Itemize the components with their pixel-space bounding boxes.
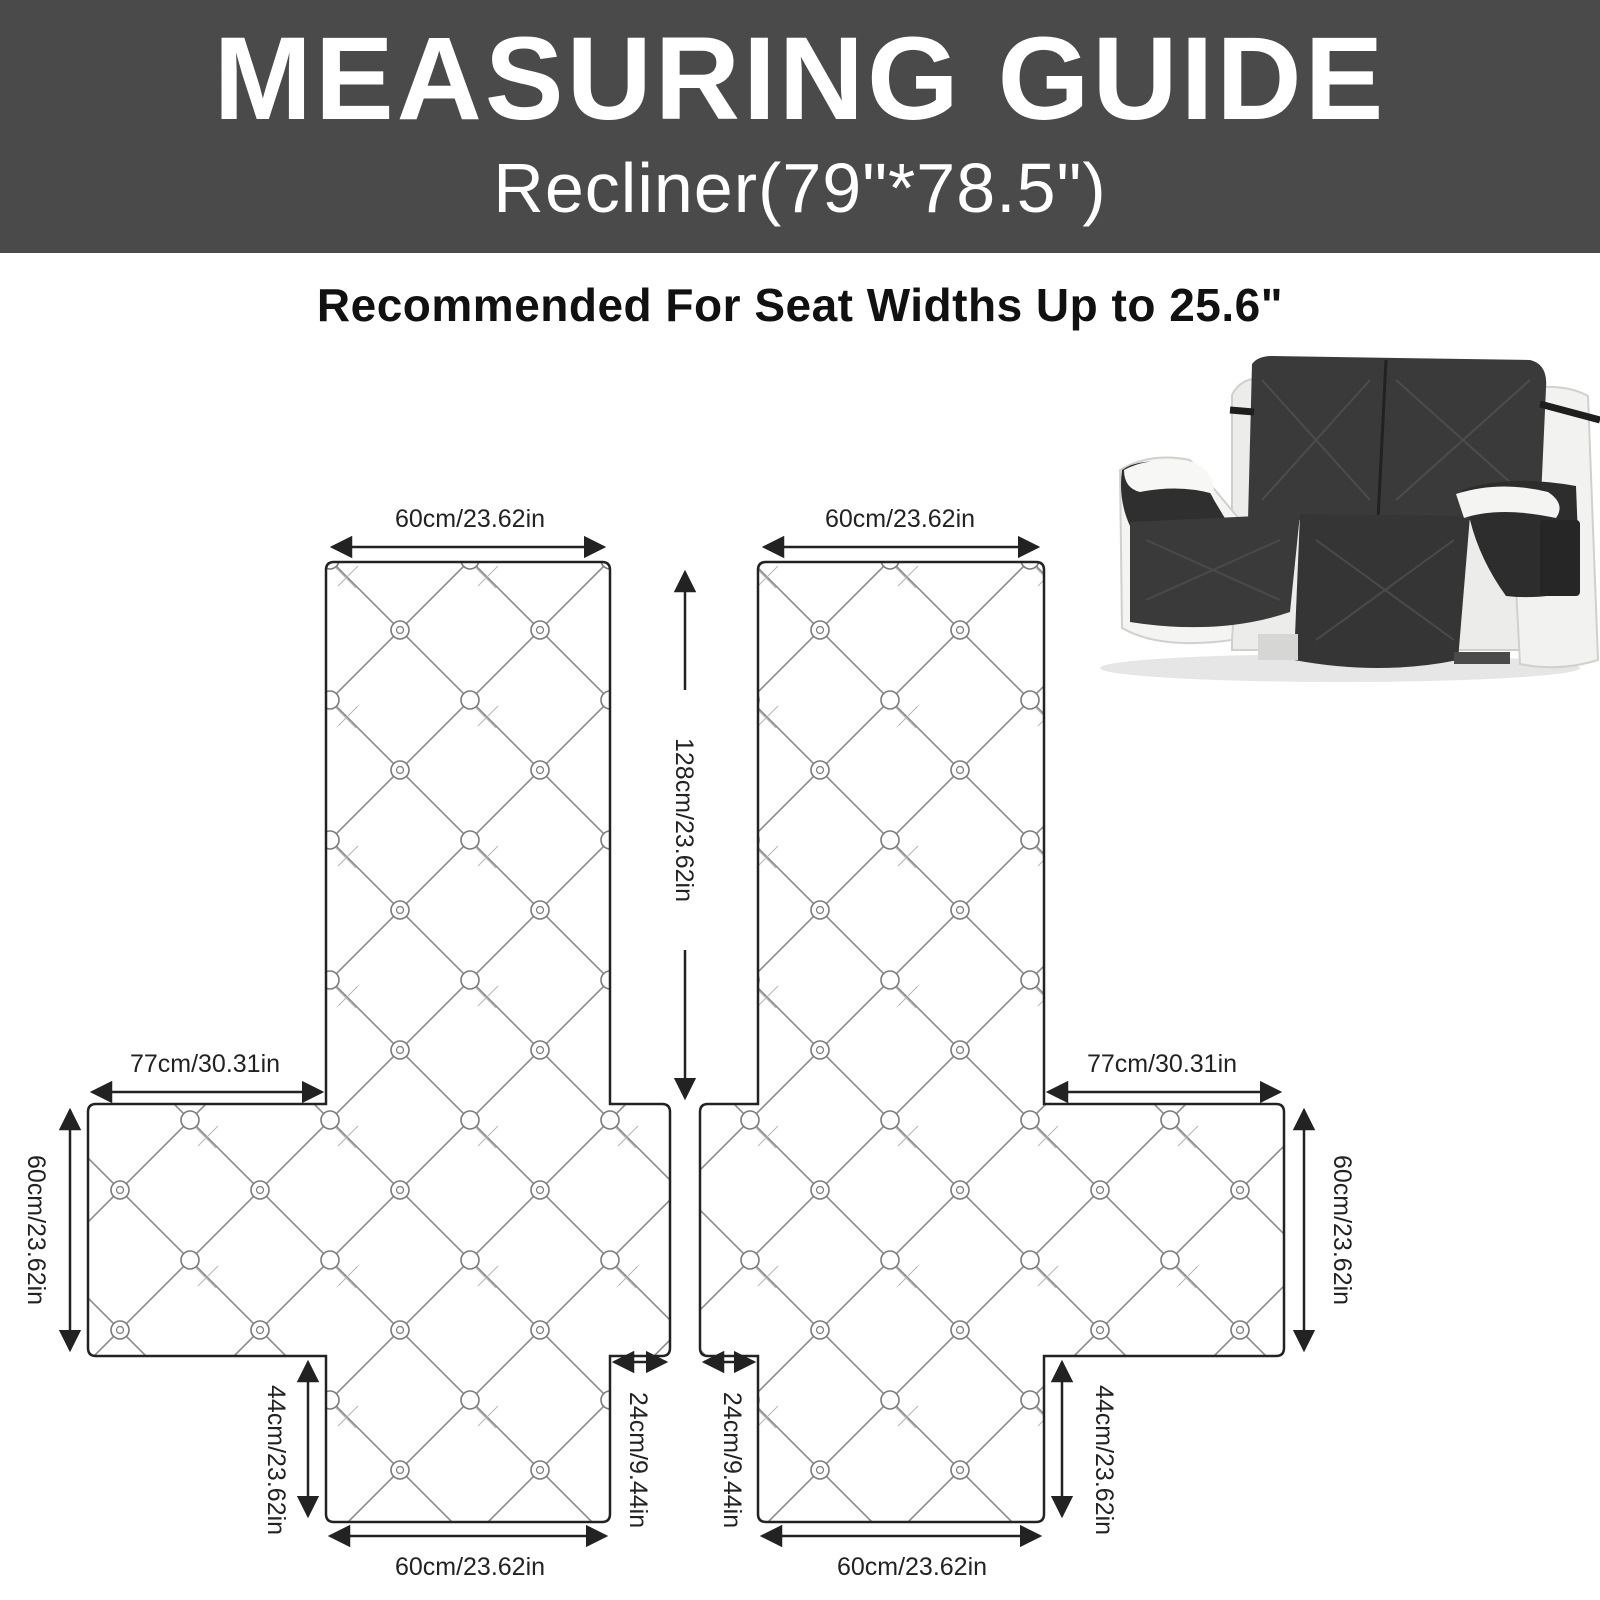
- left-back-width-label: 60cm/23.62in: [394, 505, 546, 533]
- loveseat-recliner-with-cover-icon: [1100, 356, 1600, 682]
- right-arm-height-dimension: [1304, 1110, 1356, 1350]
- left-foot-width-label: 60cm/23.62in: [394, 1553, 546, 1581]
- left-side-flap-dimension: [614, 1362, 666, 1528]
- left-foot-height-label: 44cm/23.62in: [262, 1384, 290, 1536]
- right-back-width-label: 60cm/23.62in: [824, 505, 976, 533]
- page-subtitle: Recliner(79"*78.5"): [493, 149, 1107, 227]
- right-side-flap-label: 24cm/9.44in: [718, 1391, 746, 1529]
- right-arm-height-label: 60cm/23.62in: [1328, 1154, 1356, 1306]
- right-arm-width-label: 77cm/30.31in: [1086, 1050, 1238, 1078]
- right-arm-width-dimension: [1048, 1050, 1280, 1092]
- right-panel-shape: [700, 562, 1284, 1522]
- left-foot-width-dimension: [330, 1536, 606, 1581]
- right-back-width-dimension: [764, 505, 1038, 547]
- right-foot-width-label: 60cm/23.62in: [836, 1553, 988, 1581]
- left-back-height-dimension: [670, 572, 698, 1098]
- left-side-flap-label: 24cm/9.44in: [624, 1391, 652, 1529]
- left-back-width-dimension: [332, 505, 604, 547]
- left-arm-height-label: 60cm/23.62in: [22, 1154, 50, 1306]
- page-title: MEASURING GUIDE: [213, 13, 1387, 145]
- left-arm-height-dimension: [22, 1110, 70, 1350]
- left-arm-width-label: 77cm/30.31in: [129, 1050, 281, 1078]
- right-foot-width-dimension: [762, 1536, 1040, 1581]
- left-foot-height-dimension: [262, 1362, 308, 1535]
- left-panel-shape: [88, 562, 670, 1522]
- right-side-flap-dimension: [704, 1362, 754, 1528]
- right-foot-height-dimension: [1062, 1362, 1118, 1535]
- left-back-height-label: 128cm/23.62in: [670, 737, 698, 903]
- left-cover-panel: [88, 562, 670, 1522]
- right-foot-height-label: 44cm/23.62in: [1090, 1384, 1118, 1536]
- right-cover-panel: [700, 562, 1284, 1522]
- seat-width-recommendation: Recommended For Seat Widths Up to 25.6": [316, 279, 1284, 331]
- left-arm-width-dimension: [92, 1050, 322, 1092]
